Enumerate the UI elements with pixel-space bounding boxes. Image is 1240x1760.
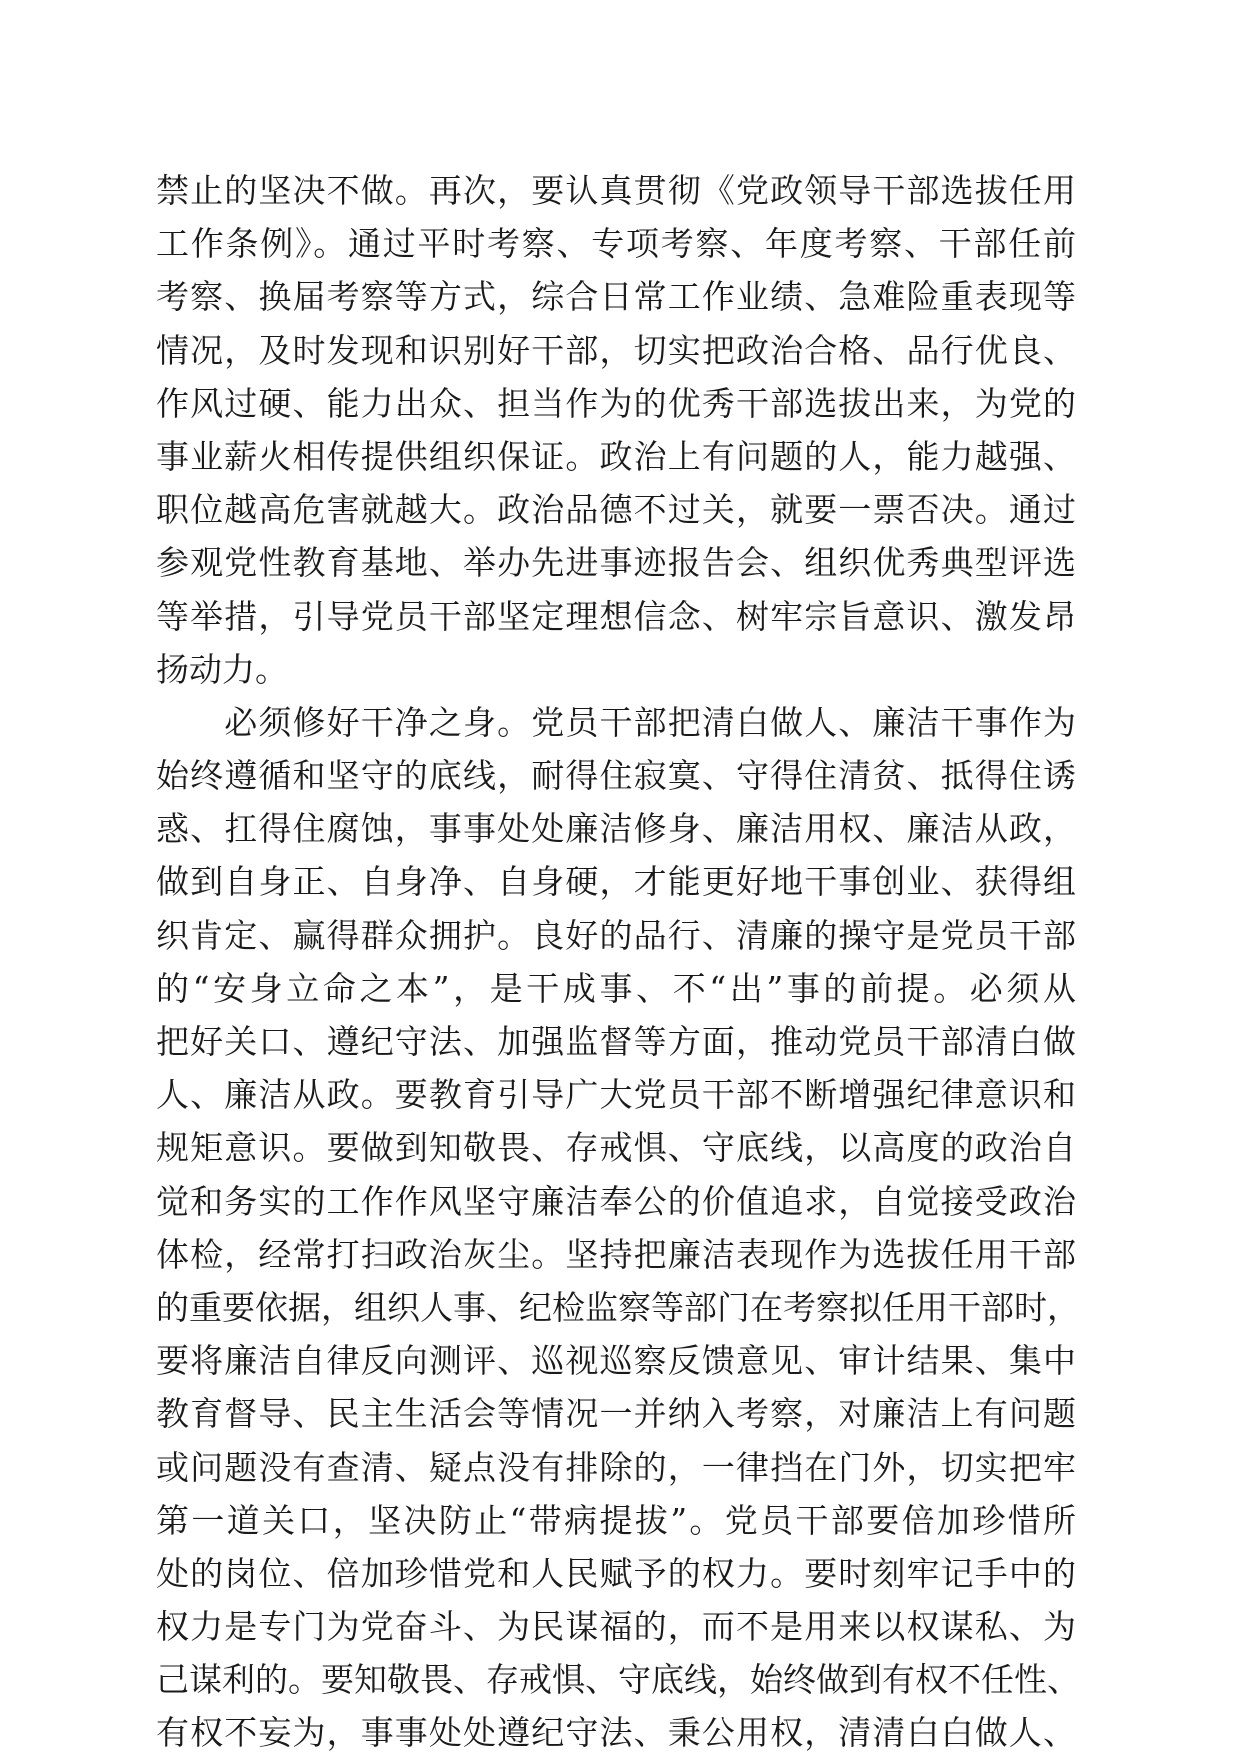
- text-line-11: 必须修好干净之身。党员干部把清白做人、廉洁干事作为: [156, 702, 1076, 742]
- text-line-25: 或问题没有查清、疑点没有排除的，一律挡在门外，切实把牢: [156, 1447, 1076, 1487]
- text-line-22: 的重要依据，组织人事、纪检监察等部门在考察拟任用干部时，: [156, 1287, 1080, 1327]
- text-line-3: 考察、换届考察等方式，综合日常工作业绩、急难险重表现等: [156, 277, 1076, 317]
- text-line-9: 等举措，引导党员干部坚定理想信念、树牢宗旨意识、激发昂: [156, 596, 1076, 636]
- text-line-8: 参观党性教育基地、举办先进事迹报告会、组织优秀典型评选: [156, 543, 1076, 583]
- text-line-20: 觉和务实的工作作风坚守廉洁奉公的价值追求，自觉接受政治: [156, 1181, 1076, 1221]
- text-line-17: 把好关口、遵纪守法、加强监督等方面，推动党员干部清白做: [156, 1022, 1076, 1061]
- text-line-24: 教育督导、民主生活会等情况一并纳入考察，对廉洁上有问题: [156, 1394, 1076, 1434]
- text-line-2: 工作条例》。通过平时考察、专项考察、年度考察、干部任前: [156, 224, 1076, 264]
- text-line-18: 人、廉洁从政。要教育引导广大党员干部不断增强纪律意识和: [156, 1075, 1076, 1115]
- text-line-7: 职位越高危害就越大。政治品德不过关，就要一票否决。通过: [156, 490, 1076, 530]
- text-line-4: 情况，及时发现和识别好干部，切实把政治合格、品行优良、: [156, 330, 1076, 370]
- text-line-6: 事业薪火相传提供组织保证。政治上有问题的人，能力越强、: [156, 436, 1076, 476]
- text-line-21: 体检，经常打扫政治灰尘。坚持把廉洁表现作为选拔任用干部: [156, 1234, 1076, 1274]
- text-line-12: 始终遵循和坚守的底线，耐得住寂寞、守得住清贫、抵得住诱: [156, 756, 1076, 796]
- text-line-10: 扬动力。: [156, 649, 288, 689]
- text-line-30: 有权不妄为，事事处处遵纪守法、秉公用权，清清白白做人、: [156, 1713, 1076, 1753]
- text-line-29: 己谋利的。要知敬畏、存戒惧、守底线，始终做到有权不任性、: [156, 1660, 1080, 1700]
- text-line-14: 做到自身正、自身净、自身硬，才能更好地干事创业、获得组: [156, 862, 1076, 902]
- text-line-1: 禁止的坚决不做。再次，要认真贯彻《党政领导干部选拔任用: [156, 171, 1076, 210]
- text-line-28: 权力是专门为党奋斗、为民谋福的，而不是用来以权谋私、为: [156, 1607, 1076, 1647]
- text-line-26: 第一道关口，坚决防止“带病提拔”。党员干部要倍加珍惜所: [156, 1500, 1076, 1540]
- text-line-13: 惑、扛得住腐蚀，事事处处廉洁修身、廉洁用权、廉洁从政，: [156, 809, 1076, 849]
- text-line-5: 作风过硬、能力出众、担当作为的优秀干部选拔出来，为党的: [156, 383, 1076, 423]
- text-line-16: 的“安身立命之本”，是干成事、不“出”事的前提。必须从: [156, 968, 1076, 1008]
- body-text: [156, 164, 1080, 1760]
- text-line-27: 处的岗位、倍加珍惜党和人民赋予的权力。要时刻牢记手中的: [156, 1553, 1076, 1593]
- text-line-23: 要将廉洁自律反向测评、巡视巡察反馈意见、审计结果、集中: [156, 1341, 1076, 1381]
- text-line-19: 规矩意识。要做到知敬畏、存戒惧、守底线，以高度的政治自: [156, 1128, 1076, 1168]
- text-line-15: 织肯定、赢得群众拥护。良好的品行、清廉的操守是党员干部: [156, 915, 1076, 955]
